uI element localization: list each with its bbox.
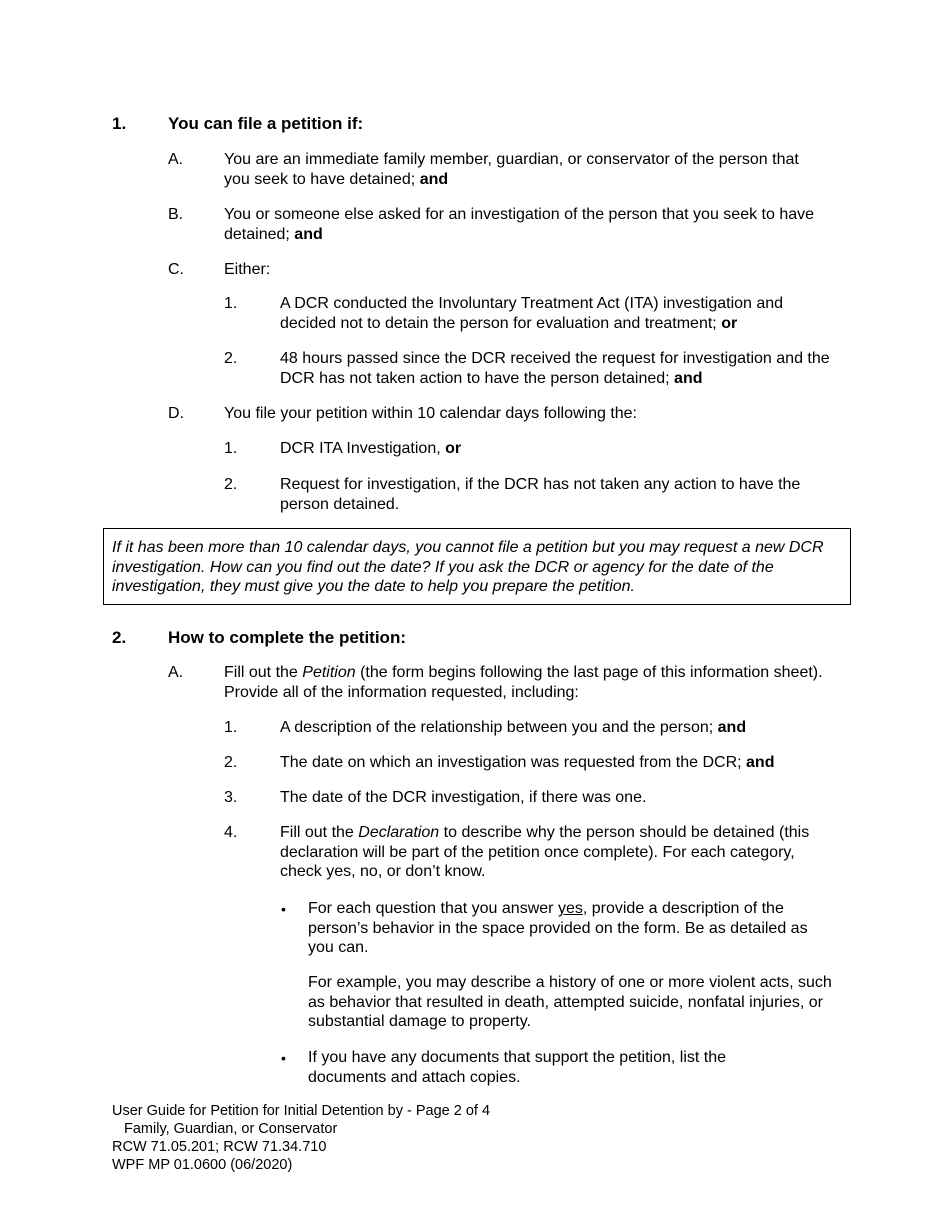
item-2a1-label: 1. (224, 719, 238, 736)
item-1c-label: C. (168, 261, 184, 278)
item-1d1-label: 1. (224, 440, 238, 457)
section-2-heading: How to complete the petition: (168, 628, 406, 647)
item-1d2-text: Request for investigation, if the DCR has not taken any action to have the person detained. (280, 476, 801, 513)
item-1b-label: B. (168, 206, 184, 223)
item-1c2-label: 2. (224, 350, 238, 367)
item-1c2-text: 48 hours passed since the DCR received the request for investigation and the DCR has not taken action to have the person detained; and (280, 350, 830, 387)
item-1d1-text: DCR ITA Investigation, or (280, 440, 462, 457)
item-2a-label: A. (168, 664, 184, 681)
section-1-number: 1. (112, 114, 127, 133)
item-2a3-label: 3. (224, 789, 238, 806)
footer-line-4: WPF MP 01.0600 (06/2020) (112, 1157, 293, 1173)
section-1-heading: You can file a petition if: (168, 114, 364, 133)
bullet-2-text: If you have any documents that support the petition, list the documents and attach copies. (308, 1049, 727, 1086)
item-1a-label: A. (168, 151, 184, 168)
item-1c1-label: 1. (224, 295, 238, 312)
item-2a-text: Fill out the Petition (the form begins following the last page of this information sheet). Provide all of the information requested, including: (224, 664, 823, 701)
note-box: If it has been more than 10 calendar days, you cannot file a petition but you may request a new DCR investigation. How can you find out the date? If you ask the DCR or agency for the date of the investigation, they must give you the date to help you prepare the petition. (103, 528, 851, 605)
item-1b-text: You or someone else asked for an investigation of the person that you seek to have detained; and (224, 206, 815, 243)
page-footer (112, 1102, 490, 1174)
item-2a2-text: The date on which an investigation was requested from the DCR; and (280, 754, 775, 771)
item-2a4-label: 4. (224, 824, 238, 841)
section-2-number: 2. (112, 628, 127, 647)
item-1d-text: You file your petition within 10 calendar days following the: (224, 405, 637, 422)
bullet-1-symbol: • (281, 901, 286, 917)
item-2a3-text: The date of the DCR investigation, if there was one. (280, 789, 647, 806)
item-2a1-text: A description of the relationship between you and the person; and (280, 719, 747, 736)
bullet-1-text: For each question that you answer yes, provide a description of the person’s behavior in the space provided on the form. Be as detailed as you can. (308, 900, 808, 956)
bullet-1-example: For example, you may describe a history of one or more violent acts, such as behavior that resulted in death, attempted suicide, nonfatal injuries, or substantial damage to property. (308, 974, 832, 1030)
item-1d2-label: 2. (224, 476, 238, 493)
item-2a4-text: Fill out the Declaration to describe why the person should be detained (this declaration will be part of the petition once complete). For each category, check yes, no, or don’t know. (280, 824, 810, 880)
footer-line-3: RCW 71.05.201; RCW 71.34.710 (112, 1139, 327, 1155)
item-1c-text: Either: (224, 261, 271, 278)
item-1c1-text: A DCR conducted the Involuntary Treatment Act (ITA) investigation and decided not to detain the person for evaluation and treatment; or (280, 295, 784, 332)
bullet-2-symbol: • (281, 1050, 286, 1066)
footer-line-2: Family, Guardian, or Conservator (124, 1121, 338, 1137)
item-2a2-label: 2. (224, 754, 238, 771)
footer-line-1: User Guide for Petition for Initial Detention by - Page 2 of 4 (112, 1103, 491, 1119)
item-1d-label: D. (168, 405, 184, 422)
item-1a-text: You are an immediate family member, guardian, or conservator of the person that you seek to have detained; and (224, 151, 799, 188)
